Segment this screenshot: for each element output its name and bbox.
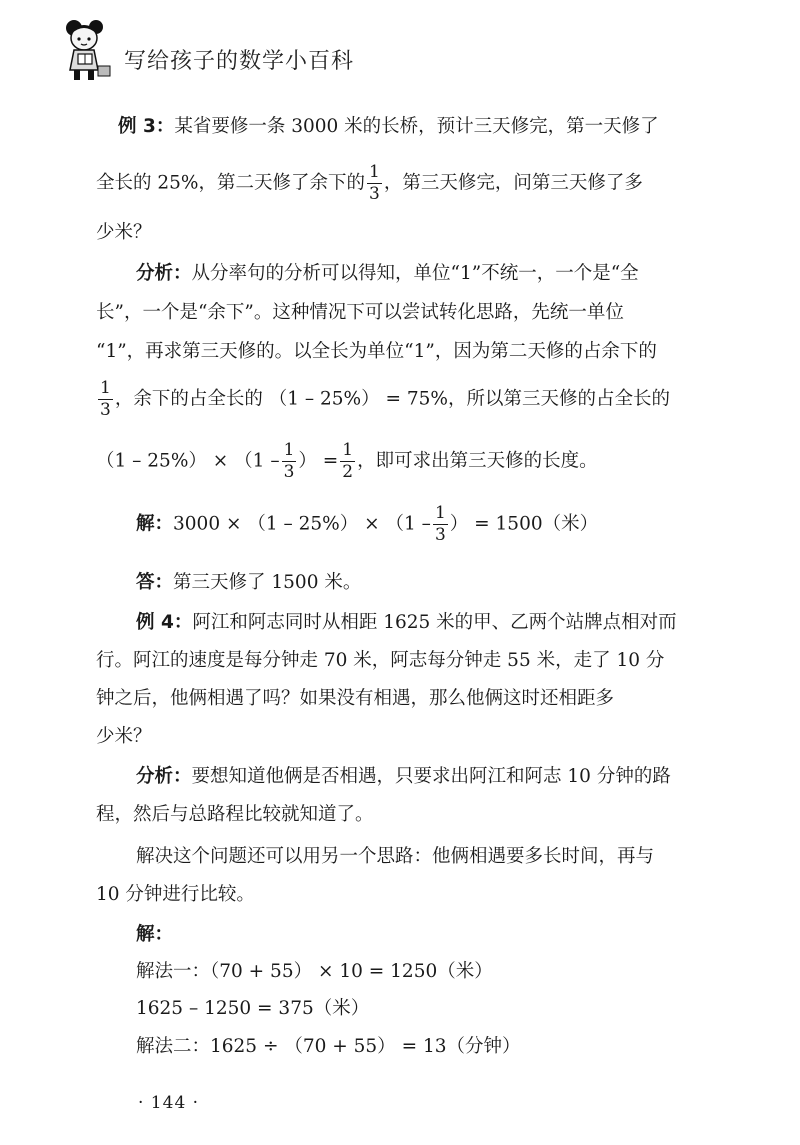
fraction-one-half: $\frac{1}{2}$ bbox=[342, 440, 354, 482]
example-4-label: 例 4： bbox=[136, 612, 193, 633]
page-header bbox=[52, 14, 752, 84]
example-4-line-1: 例 4：阿江和阿志同时从相距 1625 米的甲、乙两个站牌点相对而 bbox=[136, 612, 677, 633]
analysis-3-line-5: （1 – 25%） × （1 – $\frac{1}{3}$ ） = $\frac{1}{2}$ ，即可求出第三天修的长度。 bbox=[96, 440, 598, 482]
solution-4-method-1-line-1: 解法一：（70 + 55） × 10 = 1250（米） bbox=[136, 961, 493, 982]
analysis-4-line-3: 解决这个问题还可以用另一个思路：他俩相遇要多长时间，再与 bbox=[136, 846, 655, 867]
answer-3: 答：第三天修了 1500 米。 bbox=[136, 572, 362, 593]
page-number: · 144 · bbox=[138, 1093, 200, 1113]
example-3-label: 例 3： bbox=[118, 116, 175, 137]
fraction-one-third: $\frac{1}{3}$ bbox=[283, 440, 295, 482]
analysis-3-line-1: 分析：从分率句的分析可以得知，单位“1”不统一，一个是“全 bbox=[136, 263, 639, 284]
example-3-line-1: 例 3：某省要修一条 3000 米的长桥，预计三天修完，第一天修了 bbox=[118, 116, 659, 137]
answer-3-label: 答： bbox=[136, 572, 174, 593]
analysis-4-label: 分析： bbox=[136, 766, 192, 787]
analysis-3-line-2: 长”，一个是“余下”。这种情况下可以尝试转化思路，先统一单位 bbox=[96, 302, 624, 323]
analysis-3-line-3: “1”，再求第三天修的。以全长为单位“1”，因为第二天修的占余下的 bbox=[96, 341, 657, 362]
fraction-one-third: $\frac{1}{3}$ bbox=[434, 503, 446, 545]
analysis-4-line-1: 分析：要想知道他俩是否相遇，只要求出阿江和阿志 10 分钟的路 bbox=[136, 766, 671, 787]
analysis-4-line-4: 10 分钟进行比较。 bbox=[96, 884, 255, 905]
example-4-line-2: 行。阿江的速度是每分钟走 70 米，阿志每分钟走 55 米，走了 10 分 bbox=[96, 650, 665, 671]
example-3-line-2: 全长的 25%，第二天修了余下的 $\frac{1}{3}$ ，第三天修完，问第三天修了多 bbox=[96, 162, 643, 204]
example-3-line-3: 少米？ bbox=[96, 222, 152, 243]
girl-reading-illustration bbox=[52, 14, 118, 84]
solution-4-method-1-line-2: 1625 – 1250 = 375（米） bbox=[136, 998, 370, 1019]
analysis-3-label: 分析： bbox=[136, 263, 192, 284]
solution-4-label: 解： bbox=[136, 924, 174, 945]
analysis-3-line-4: $\frac{1}{3}$ ，余下的占全长的 （1 – 25%） = 75%，所以第三天修的占全长的 bbox=[100, 378, 670, 420]
series-title: 写给孩子的数学小百科 bbox=[124, 49, 355, 74]
analysis-4-line-2: 程，然后与总路程比较就知道了。 bbox=[96, 804, 374, 825]
solution-4-method-2-line-1: 解法二：1625 ÷ （70 + 55） = 13（分钟） bbox=[136, 1036, 521, 1057]
fraction-one-third: $\frac{1}{3}$ bbox=[369, 162, 380, 204]
example-4-line-4: 少米？ bbox=[96, 726, 152, 747]
solution-3-label: 解： bbox=[136, 513, 174, 535]
solution-3: 解：3000 × （1 – 25%） × （1 – $\frac{1}{3}$ ） = 1500（米） bbox=[136, 503, 599, 545]
example-4-line-3: 钟之后，他俩相遇了吗？如果没有相遇，那么他俩这时还相距多 bbox=[96, 688, 615, 709]
fraction-one-third: $\frac{1}{3}$ bbox=[100, 378, 111, 420]
